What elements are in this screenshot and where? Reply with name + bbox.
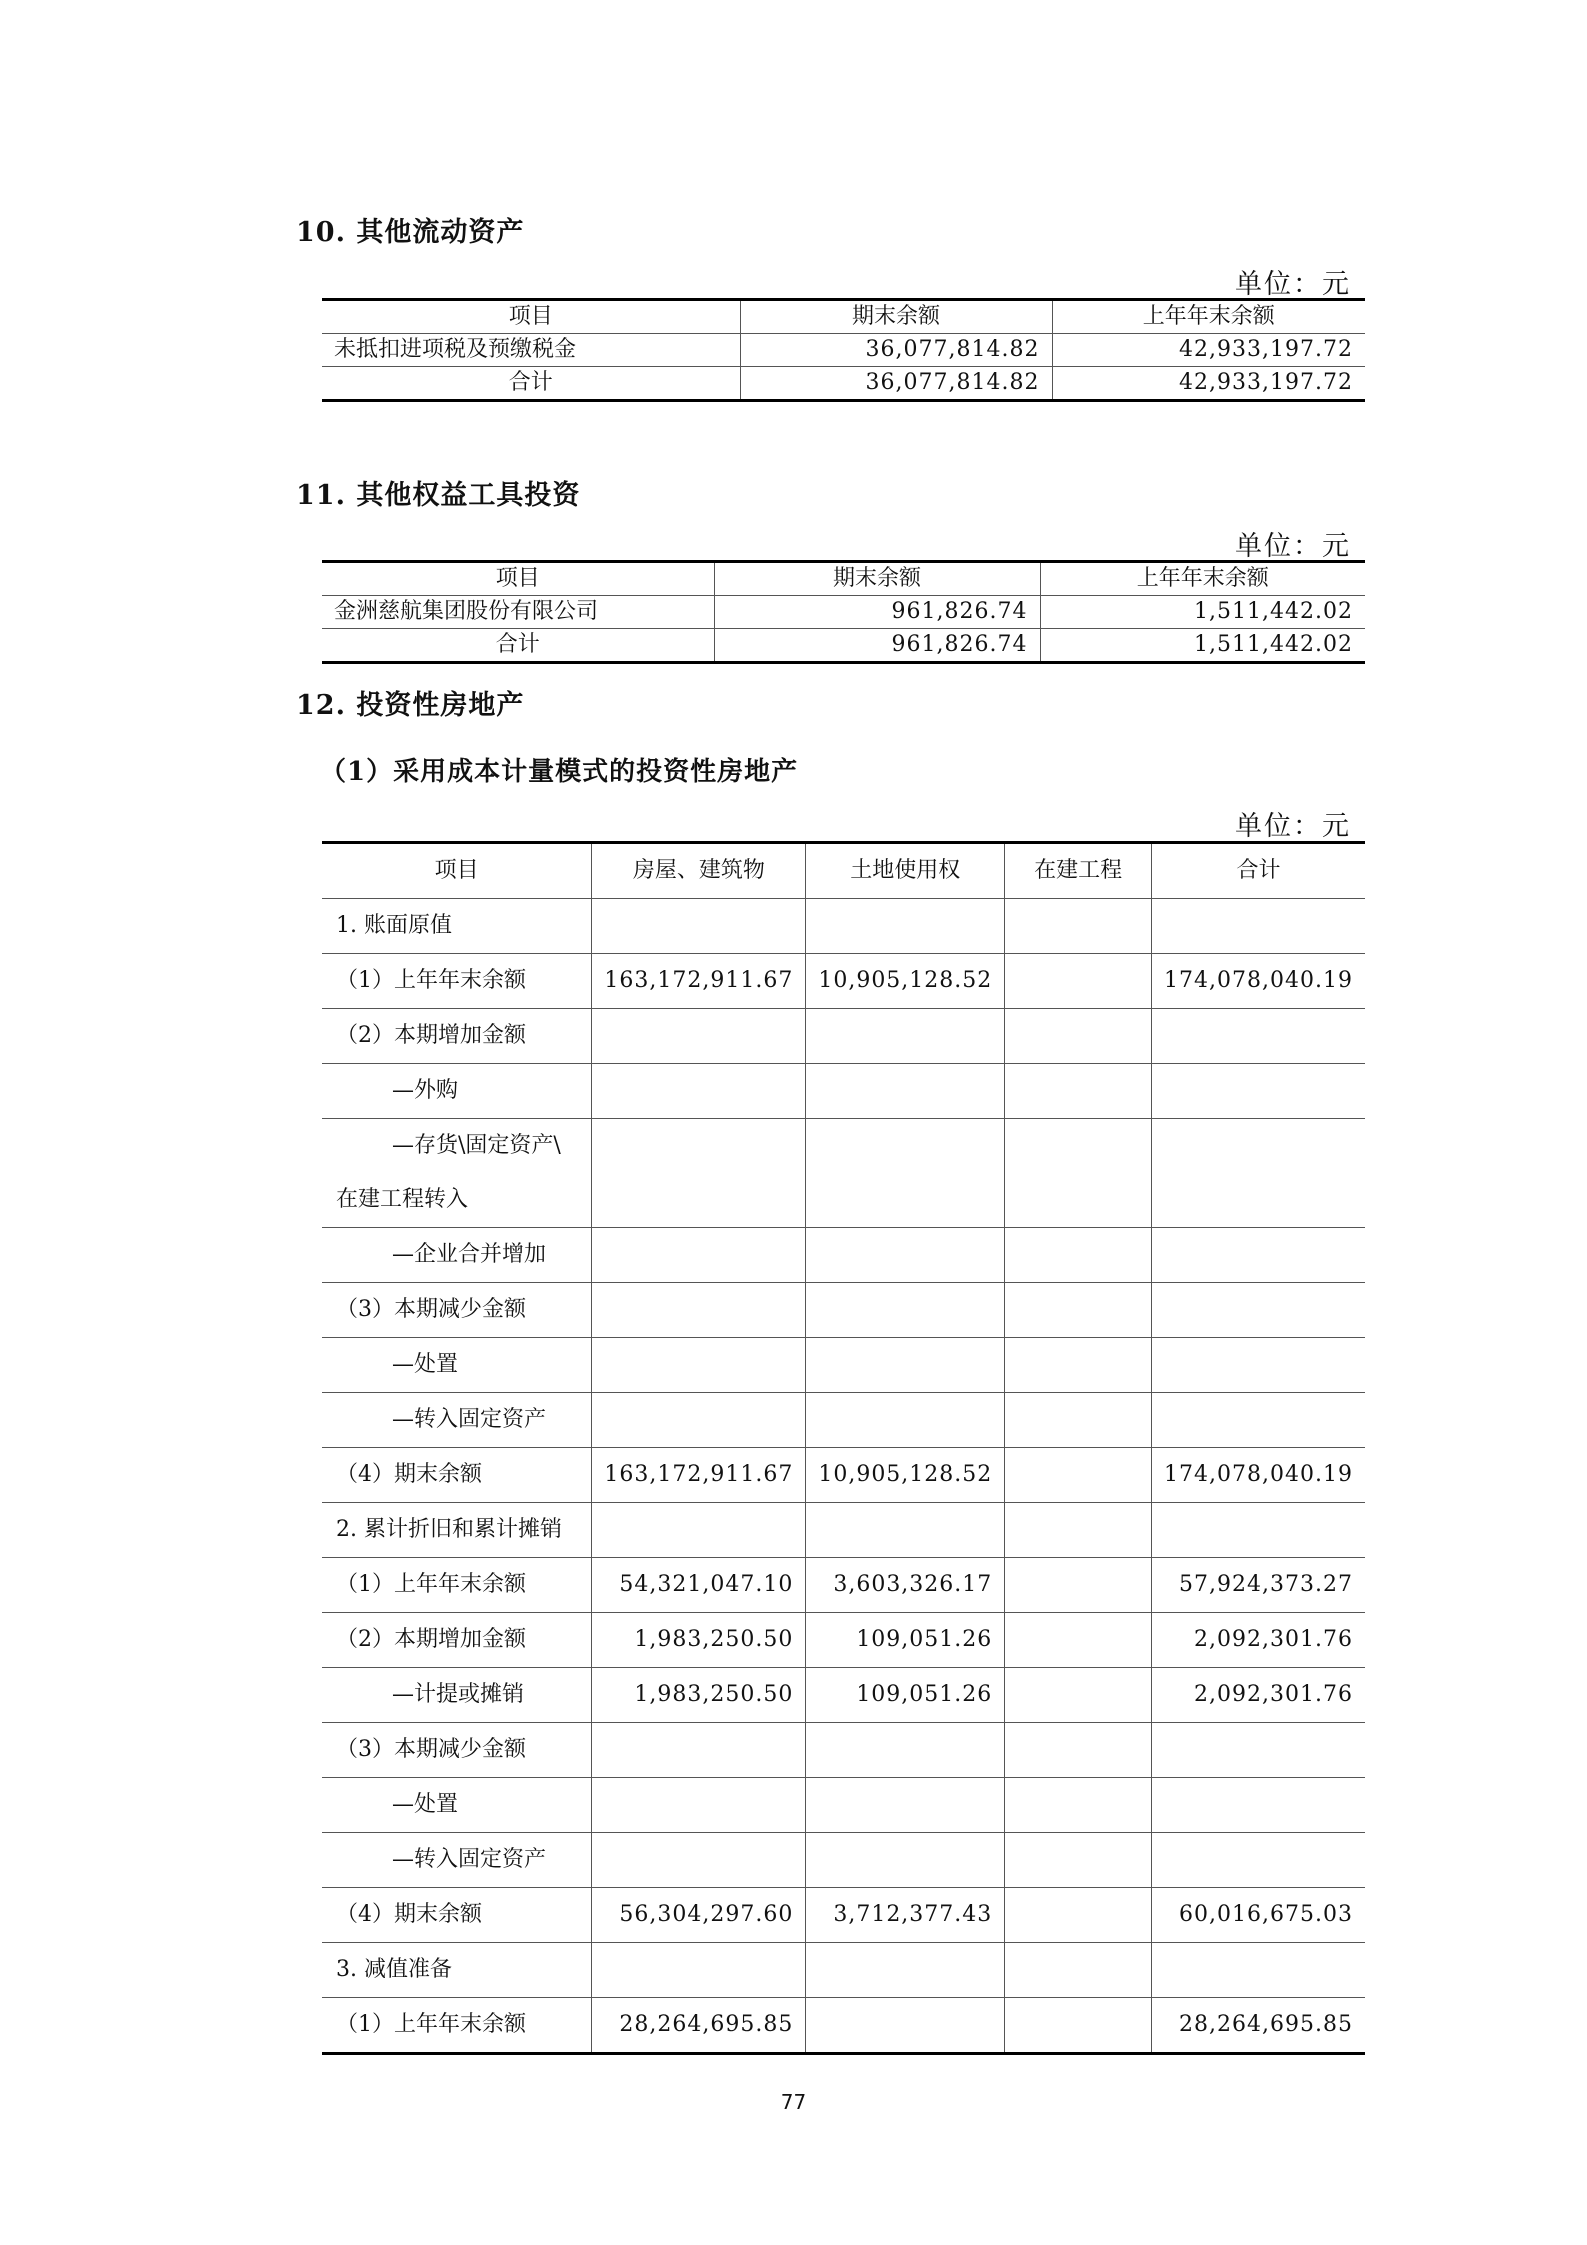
table-row (322, 1448, 1365, 1503)
value-cell: 3,603,326.17 (806, 1558, 1005, 1613)
header-cell: 在建工程 (1005, 843, 1152, 899)
row-label: 1. 账面原值 (322, 899, 592, 954)
value-cell (1005, 1338, 1152, 1393)
table-row (322, 1228, 1365, 1283)
value-cell: 56,304,297.60 (592, 1888, 806, 1943)
row-label-line: —存货\固定资产\ (392, 1133, 561, 1158)
row-label: —转入固定资产 (322, 1393, 592, 1448)
value-cell: 1,983,250.50 (592, 1668, 806, 1723)
value-cell (592, 1338, 806, 1393)
value-cell (1005, 1009, 1152, 1064)
value-cell: 36,077,814.82 (740, 367, 1052, 401)
row-label: （3）本期减少金额 (322, 1283, 592, 1338)
table-row (322, 899, 1365, 954)
value-cell (1005, 1668, 1152, 1723)
value-cell (1005, 1723, 1152, 1778)
value-cell (592, 1778, 806, 1833)
value-cell: 961,826.74 (714, 596, 1040, 629)
table-row (322, 1009, 1365, 1064)
value-cell: 2,092,301.76 (1152, 1668, 1365, 1723)
value-cell: 54,321,047.10 (592, 1558, 806, 1613)
row-label: —处置 (322, 1338, 592, 1393)
value-cell (806, 1119, 1005, 1228)
value-cell (806, 1723, 1005, 1778)
row-label: —转入固定资产 (322, 1833, 592, 1888)
header-cell: 项目 (322, 562, 714, 596)
value-cell (806, 1338, 1005, 1393)
value-cell (592, 1009, 806, 1064)
value-cell (592, 1943, 806, 1998)
value-cell (1005, 954, 1152, 1009)
value-cell (1005, 1943, 1152, 1998)
table-row (322, 1338, 1365, 1393)
value-cell: 42,933,197.72 (1052, 334, 1365, 367)
value-cell: 163,172,911.67 (592, 1448, 806, 1503)
value-cell: 174,078,040.19 (1152, 1448, 1365, 1503)
value-cell (1005, 1503, 1152, 1558)
value-cell (1152, 1338, 1365, 1393)
row-label: 2. 累计折旧和累计摊销 (322, 1503, 592, 1558)
value-cell (806, 1998, 1005, 2054)
section-12-unit: 单位：元 (1235, 811, 1351, 842)
header-cell: 合计 (1152, 843, 1365, 899)
row-label (322, 1119, 592, 1228)
value-cell (1152, 1943, 1365, 1998)
page-number: 77 (780, 2090, 807, 2114)
header-cell: 上年年末余额 (1052, 300, 1365, 334)
table-header-row (322, 843, 1365, 899)
value-cell: 961,826.74 (714, 629, 1040, 663)
value-cell: 10,905,128.52 (806, 1448, 1005, 1503)
other-current-assets-table (322, 298, 1365, 402)
value-cell (806, 1393, 1005, 1448)
table-row-total (322, 629, 1365, 663)
header-cell: 房屋、建筑物 (592, 843, 806, 899)
value-cell (1152, 1833, 1365, 1888)
value-cell: 60,016,675.03 (1152, 1888, 1365, 1943)
value-cell: 3,712,377.43 (806, 1888, 1005, 1943)
row-label: 金洲慈航集团股份有限公司 (322, 596, 714, 629)
row-label: 合计 (508, 370, 553, 395)
table-row (322, 1998, 1365, 2054)
table-row (322, 1668, 1365, 1723)
table-row-total (322, 367, 1365, 401)
value-cell (806, 1833, 1005, 1888)
value-cell (1005, 1613, 1152, 1668)
value-cell (806, 1503, 1005, 1558)
value-cell: 2,092,301.76 (1152, 1613, 1365, 1668)
value-cell (1005, 1064, 1152, 1119)
header-cell: 期末余额 (714, 562, 1040, 596)
header-cell: 项目 (322, 843, 592, 899)
section-11-unit: 单位：元 (1235, 531, 1351, 562)
row-label: —企业合并增加 (322, 1228, 592, 1283)
value-cell (806, 1228, 1005, 1283)
value-cell (1152, 1064, 1365, 1119)
section-12-title: 12. 投资性房地产 (296, 690, 525, 721)
value-cell (1152, 1283, 1365, 1338)
row-label: 合计 (495, 632, 540, 657)
value-cell (806, 1943, 1005, 1998)
value-cell: 57,924,373.27 (1152, 1558, 1365, 1613)
value-cell: 36,077,814.82 (740, 334, 1052, 367)
section-10-title: 10. 其他流动资产 (296, 217, 525, 248)
value-cell (1152, 899, 1365, 954)
table-row (322, 1943, 1365, 1998)
value-cell (1005, 899, 1152, 954)
value-cell (1005, 1888, 1152, 1943)
value-cell: 163,172,911.67 (592, 954, 806, 1009)
value-cell (592, 1119, 806, 1228)
investment-property-table (322, 841, 1365, 2055)
row-label: （4）期末余额 (322, 1448, 592, 1503)
table-row (322, 1064, 1365, 1119)
row-label: —计提或摊销 (322, 1668, 592, 1723)
table-row (322, 1723, 1365, 1778)
value-cell (806, 1283, 1005, 1338)
value-cell (1152, 1723, 1365, 1778)
row-label: （1）上年年末余额 (322, 1558, 592, 1613)
value-cell (1152, 1009, 1365, 1064)
table-row (322, 954, 1365, 1009)
table-row (322, 1283, 1365, 1338)
value-cell: 174,078,040.19 (1152, 954, 1365, 1009)
value-cell (806, 1778, 1005, 1833)
row-label: 未抵扣进项税及预缴税金 (322, 334, 740, 367)
header-cell: 土地使用权 (806, 843, 1005, 899)
row-label: 3. 减值准备 (322, 1943, 592, 1998)
value-cell: 1,511,442.02 (1040, 629, 1365, 663)
value-cell (1005, 1283, 1152, 1338)
table-row (322, 1119, 1365, 1228)
value-cell (806, 1064, 1005, 1119)
value-cell (1005, 1119, 1152, 1228)
section-11-title: 11. 其他权益工具投资 (296, 480, 581, 511)
value-cell: 28,264,695.85 (1152, 1998, 1365, 2054)
value-cell (1005, 1448, 1152, 1503)
header-cell: 上年年末余额 (1040, 562, 1365, 596)
value-cell (806, 1009, 1005, 1064)
table-row (322, 596, 1365, 629)
value-cell: 1,511,442.02 (1040, 596, 1365, 629)
table-row (322, 1833, 1365, 1888)
value-cell (592, 1393, 806, 1448)
section-10-unit: 单位：元 (1235, 269, 1351, 300)
value-cell (1005, 1558, 1152, 1613)
value-cell (592, 1064, 806, 1119)
value-cell: 10,905,128.52 (806, 954, 1005, 1009)
table-row (322, 1613, 1365, 1668)
table-row (322, 1888, 1365, 1943)
header-cell: 期末余额 (740, 300, 1052, 334)
value-cell (592, 1503, 806, 1558)
value-cell (1152, 1778, 1365, 1833)
row-label: —外购 (322, 1064, 592, 1119)
value-cell (1152, 1393, 1365, 1448)
value-cell (1152, 1119, 1365, 1228)
table-row (322, 334, 1365, 367)
value-cell (1005, 1393, 1152, 1448)
value-cell: 28,264,695.85 (592, 1998, 806, 2054)
row-label: （4）期末余额 (322, 1888, 592, 1943)
value-cell (592, 1833, 806, 1888)
value-cell: 42,933,197.72 (1052, 367, 1365, 401)
other-equity-investments-table (322, 560, 1365, 664)
value-cell: 1,983,250.50 (592, 1613, 806, 1668)
value-cell (1005, 1833, 1152, 1888)
value-cell (592, 1283, 806, 1338)
value-cell: 109,051.26 (806, 1613, 1005, 1668)
value-cell (1005, 1228, 1152, 1283)
row-label-line: 在建工程转入 (336, 1187, 469, 1212)
row-label: （2）本期增加金额 (322, 1009, 592, 1064)
value-cell: 109,051.26 (806, 1668, 1005, 1723)
table-header-row (322, 300, 1365, 334)
value-cell (806, 899, 1005, 954)
table-row (322, 1558, 1365, 1613)
value-cell (1005, 1998, 1152, 2054)
value-cell (1152, 1228, 1365, 1283)
row-label: （2）本期增加金额 (322, 1613, 592, 1668)
header-cell: 项目 (322, 300, 740, 334)
value-cell (1152, 1503, 1365, 1558)
table-row (322, 1778, 1365, 1833)
value-cell (1005, 1778, 1152, 1833)
row-label: （3）本期减少金额 (322, 1723, 592, 1778)
table-row (322, 1503, 1365, 1558)
value-cell (592, 1228, 806, 1283)
row-label: （1）上年年末余额 (336, 2012, 526, 2037)
row-label: —处置 (322, 1778, 592, 1833)
table-header-row (322, 562, 1365, 596)
section-12-subtitle: （1）采用成本计量模式的投资性房地产 (320, 757, 799, 787)
row-label: （1）上年年末余额 (322, 954, 592, 1009)
value-cell (592, 1723, 806, 1778)
value-cell (592, 899, 806, 954)
table-row (322, 1393, 1365, 1448)
